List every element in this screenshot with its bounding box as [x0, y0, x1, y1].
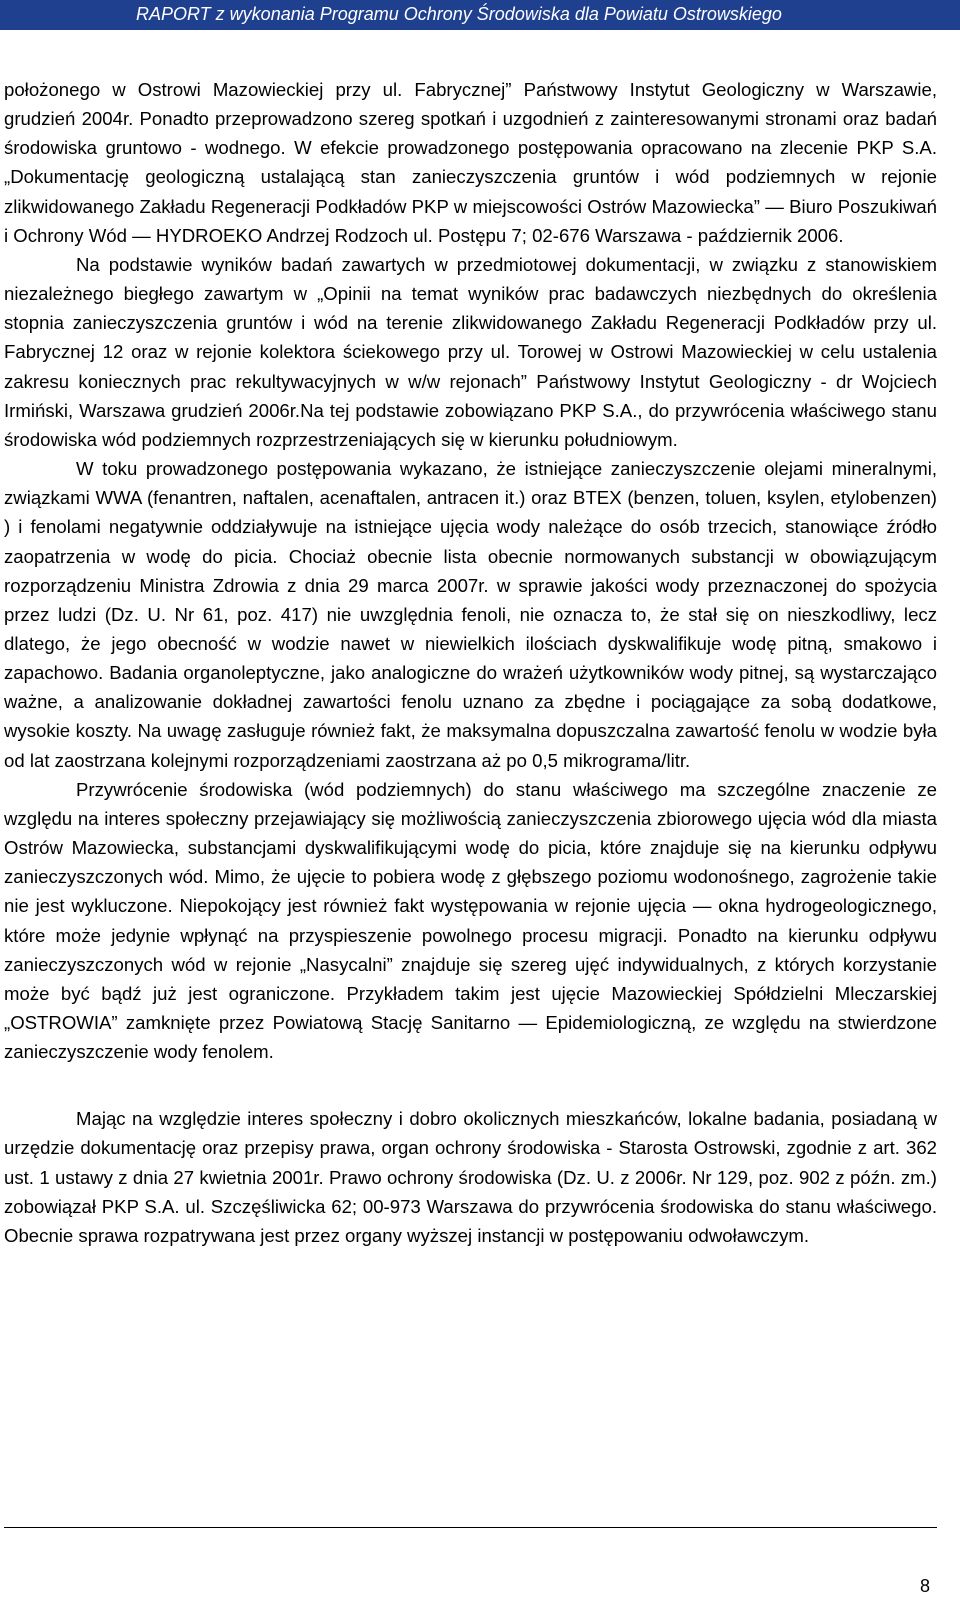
report-title: RAPORT z wykonania Programu Ochrony Środowiska dla Powiatu Ostrowskiego	[136, 4, 782, 24]
paragraph-contamination: W toku prowadzonego postępowania wykazano, że istniejące zanieczyszczenie olejami mineralnymi, związkami WWA (fenantren, naftalen, acenaftalen, antracen it.) oraz BTEX (benzen, toluen, ksylen, etylobenzen) ) i fenolami negatywnie oddziaływuje na istniejące ujęcia wody należące do osób trzecich, stanowiące źródło zaopatrzenia w wodę do picia. Chociaż obecnie lista obecnie normowanych substancji w obowiązującym rozporządzeniu Ministra Zdrowia z dnia 29 marca 2007r. w sprawie jakości wody przeznaczonej do spożycia przez ludzi (Dz. U. Nr 61, poz. 417) nie uwzględnia fenoli, nie oznacza to, że stał się on nieszkodliwy, lecz dlatego, że jego obecność w wodzie nawet w niewielkich ilościach dyskwalifikuje wodę pitną, smakowo i zapachowo. Badania organoleptyczne, jako analogiczne do wrażeń użytkowników wody pitnej, są wystarczająco ważne, a analizowanie dokładnej zawartości fenolu uznano za zbędne i pociągające za sobą dodatkowe, wysokie koszty. Na uwagę zasługuje również fakt, że maksymalna dopuszczalna zawartość fenolu w wodzie była od lat zaostrzana kolejnymi rozporządzeniami zaostrzana aż po 0,5 mikrograma/litr.	[4, 458, 937, 771]
page-number: 8	[920, 1576, 931, 1596]
paragraph-restoration: Przywrócenie środowiska (wód podziemnych) do stanu właściwego ma szczególne znaczenie ze względu na interes społeczny przejawiający się możliwością zanieczyszczenia zbiorowego ujęcia wód dla miasta Ostrów Mazowiecka, substancjami dyskwalifikującymi wodę do picia, które znajduje się na kierunku odpływu zanieczyszczonych wód. Mimo, że ujęcie to pobiera wodę z głębszego poziomu wodonośnego, zagrożenie takie nie jest wykluczone. Niepokojący jest również fakt występowania w rejonie ujęcia — okna hydrogeologicznego, które może jedynie wpłynąć na przyspieszenie powolnego procesu migracji. Ponadto na kierunku odpływu zanieczyszczonych wód w rejonie „Nasycalni” znajduje się szereg ujęć indywidualnych, z których korzystanie może być bądź już jest ograniczone. Przykładem takim jest ujęcie Mazowieckiej Spółdzielni Mleczarskiej „OSTROWIA” zamknięte przez Powiatową Stację Sanitarno — Epidemiologiczną, ze względu na stwierdzone zanieczyszczenie wody fenolem.	[4, 778, 937, 1063]
paragraph-opinion: Na podstawie wyników badań zawartych w przedmiotowej dokumentacji, w związku z stanowiskiem niezależnego biegłego zawartym w „Opinii na temat wyników prac badawczych niezbędnych do określenia stopnia zanieczyszczenia gruntów i wód na terenie zlikwidowanego Zakładu Regeneracji Podkładów przy ul. Fabrycznej 12 oraz w rejonie kolektora ściekowego przy ul. Torowej w Ostrowi Mazowieckiej w celu ustalenia zakresu koniecznych prac rekultywacyjnych w w/w rejonach” Państwowy Instytut Geologiczny - dr Wojciech Irmiński, Warszawa grudzień 2006r.Na tej podstawie zobowiązano PKP S.A., do przywrócenia właściwego stanu środowiska wód podziemnych rozprzestrzeniających się w kierunku południowym.	[4, 253, 937, 450]
paragraph-obligation: Mając na względzie interes społeczny i dobro okolicznych mieszkańców, lokalne badania, posiadaną w urzędzie dokumentację oraz przepisy prawa, organ ochrony środowiska - Starosta Ostrowski, zgodnie z art. 362 ust. 1 ustawy z dnia 27 kwietnia 2001r. Prawo ochrony środowiska (Dz. U. z 2006r. Nr 129, poz. 902 z późn. zm.) zobowiązał PKP S.A. ul. Szczęśliwicka 62; 00-973 Warszawa do przywrócenia środowiska do stanu właściwego. Obecnie sprawa rozpatrywana jest przez organy wyższej instancji w postępowaniu odwoławczym.	[4, 1108, 937, 1246]
paragraph-continuation: położonego w Ostrowi Mazowieckiej przy ul. Fabrycznej” Państwowy Instytut Geologiczny w Warszawie, grudzień 2004r. Ponadto przeprowadzono szereg spotkań i uzgodnień z zainteresowanymi stronami oraz badań środowiska gruntowo - wodnego. W efekcie prowadzonego postępowania opracowano na zlecenie PKP S.A. „Dokumentację geologiczną ustalającą stan zanieczyszczenia gruntów i wód podziemnych w rejonie zlikwidowanego Zakładu Regeneracji Podkładów PKP w miejscowości Ostrów Mazowiecka” — Biuro Poszukiwań i Ochrony Wód — HYDROEKO Andrzej Rodzoch ul. Postępu 7; 02-676 Warszawa - październik 2006.	[4, 79, 937, 246]
report-header	[0, 0, 960, 30]
document-body	[4, 75, 937, 1250]
footer-divider	[4, 1527, 937, 1528]
paragraph-spacer	[4, 1066, 937, 1104]
